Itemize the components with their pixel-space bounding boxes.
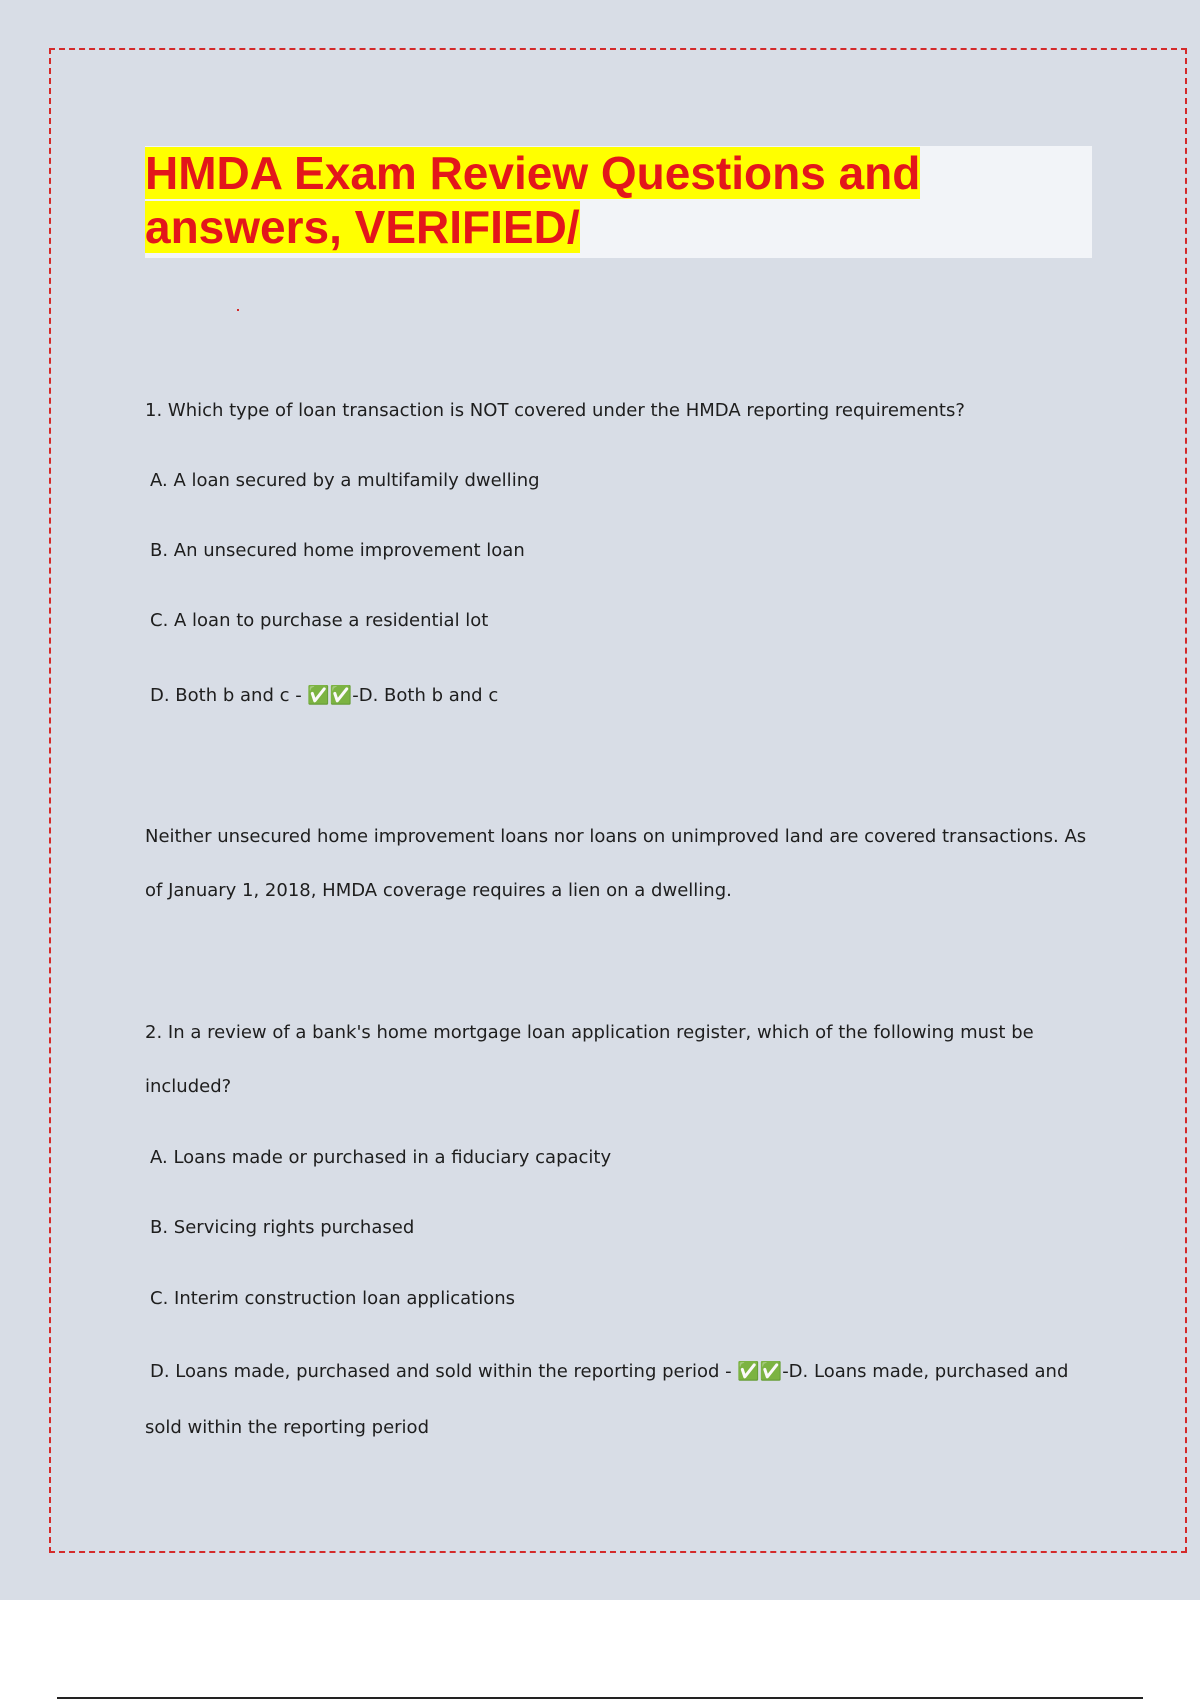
question-1-option-d-answer: D. Both b and c - ✅✅-D. Both b and c [150,685,499,706]
stray-dot [237,309,239,311]
document-title [145,146,1005,254]
title-highlight: HMDA Exam Review Questions and answers, VERIFIED/ [145,147,921,253]
question-2-option-a: A. Loans made or purchased in a fiduciary capacity [150,1147,612,1168]
question-1-explanation-line-2: of January 1, 2018, HMDA coverage requires a lien on a dwelling. [145,880,732,901]
question-2-option-b: B. Servicing rights purchased [150,1217,415,1238]
question-1-option-a: A. A loan secured by a multifamily dwelling [150,470,540,491]
question-1-text: 1. Which type of loan transaction is NOT covered under the HMDA reporting requirements? [145,400,965,421]
question-2-option-d-answer-line-1: D. Loans made, purchased and sold within the reporting period - ✅✅-D. Loans made, purchased and [150,1361,1069,1382]
question-1-option-b: B. An unsecured home improvement loan [150,540,525,561]
question-1-explanation-line-1: Neither unsecured home improvement loans nor loans on unimproved land are covered transactions. As [145,826,1087,847]
question-2-option-c: C. Interim construction loan applications [150,1288,516,1309]
footer-divider [57,1697,1143,1699]
question-1-option-c: C. A loan to purchase a residential lot [150,610,489,631]
question-2-text-line-1: 2. In a review of a bank's home mortgage loan application register, which of the following must be [145,1022,1034,1043]
page-border-frame [49,48,1187,1553]
question-2-text-line-2: included? [145,1076,232,1097]
question-2-option-d-answer-line-2: sold within the reporting period [145,1417,429,1438]
